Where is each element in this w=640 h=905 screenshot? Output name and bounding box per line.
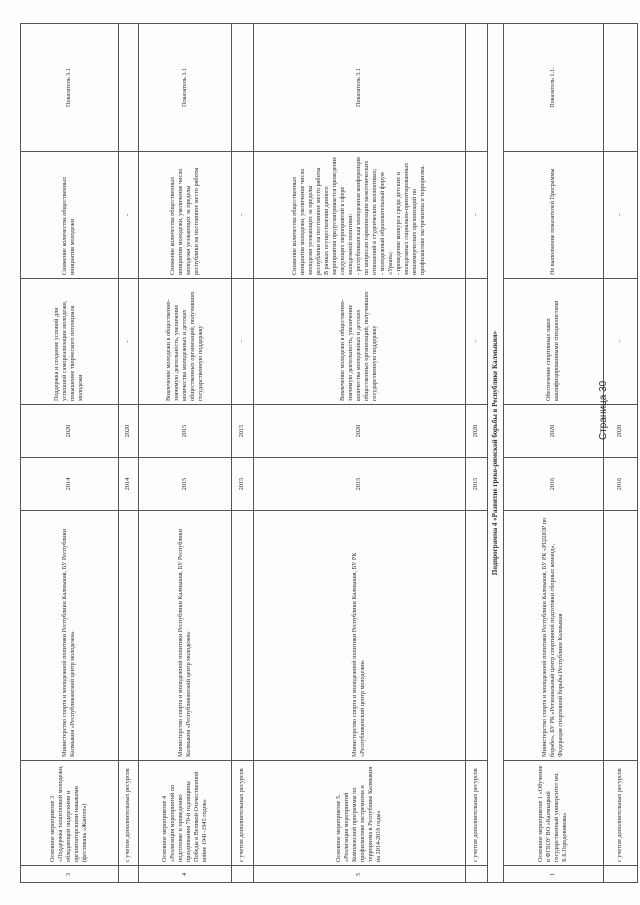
- sub-label-text: с учетом дополнительных ресурсов: [472, 768, 479, 862]
- result-text: Вовлечение молодежи в общественно-значимую деятельность, увеличение количества молодежных и детских общественных организаций, получивших государственную поддержку: [164, 291, 204, 401]
- table-row: [603, 23, 638, 883]
- event-cell: [253, 760, 465, 865]
- event-text: Основное мероприятие 4 «Реализация мероприятий по подготовке и проведению празднования 70-й годовщины Победы в Великой Отечественной войне 1941-1945 годов»: [160, 771, 208, 862]
- result-text: Обеспечение спортивных школ квалифицированными специалистами: [545, 300, 560, 401]
- result-cell: [253, 278, 465, 404]
- indicator-cell: Показатель 1.1.: [503, 23, 603, 151]
- consequence-text: Снижение количества общественных инициатив молодежи: [61, 176, 76, 275]
- row-number: 1: [503, 865, 603, 883]
- table-row: [231, 23, 254, 883]
- executor-cell: [118, 510, 138, 760]
- table-row: [138, 23, 232, 883]
- subprogram-title-text: Подпрограмма 4 «Развитие греко-римской борьбы в Республике Калмыкия»: [491, 330, 499, 576]
- indicator-cell: [465, 23, 487, 151]
- executor-cell: [465, 510, 487, 760]
- table-row: [503, 23, 604, 883]
- sub-label-text: с учетом дополнительных ресурсов: [238, 768, 245, 862]
- executor-cell: [253, 510, 465, 760]
- indicator-cell: [603, 23, 637, 151]
- event-cell: [20, 760, 118, 865]
- event-text: Основное мероприятие 1 «Обучение в ФГБОУ ВО «Калмыцкий государственный университет им. Б.Б.Городовикова»: [537, 765, 568, 862]
- sub-label: [465, 760, 487, 865]
- table-row: [118, 23, 139, 883]
- row-number: 4: [138, 865, 231, 883]
- row-number: 5: [253, 865, 465, 883]
- executor-cell: [231, 510, 253, 760]
- result-cell: -: [118, 278, 138, 404]
- row-number: [231, 865, 253, 883]
- result-text: Поддержка и создание условий для успешной самореализации молодежи, повышение творческого потенциала молодежи: [53, 300, 84, 401]
- result-cell: -: [603, 278, 637, 404]
- consequence-cell: [20, 151, 118, 278]
- result-text: Вовлечение молодежи в общественно-значимую деятельность, увеличение количества молодежных и детских общественных организаций, получивших государственную поддержку: [339, 291, 378, 401]
- consequence-cell: -: [231, 151, 253, 278]
- table-row: [465, 23, 488, 883]
- indicator-cell: Показатель 3.1: [20, 23, 118, 151]
- consequence-cell: [503, 151, 603, 278]
- subprogram-title: [487, 23, 503, 883]
- result-cell: -: [465, 278, 487, 404]
- start-year: 2015: [231, 457, 253, 510]
- start-year: 2014: [118, 457, 138, 510]
- result-cell: [138, 278, 231, 404]
- start-year: 2016: [503, 457, 603, 510]
- table-row: [20, 23, 119, 883]
- executor-text: Министерство спорта и молодежной политики Республики Калмыкия, БУ РК «РЦШОР по борьбе», БУ РК «Региональный центр спортивной подготовки сборных команд», Федерация спортивной борьбы Республики Калмыкия: [541, 517, 564, 757]
- executor-cell: [20, 510, 118, 760]
- end-year: 2020: [503, 404, 603, 457]
- indicator-cell: [118, 23, 138, 151]
- event-text: Основное мероприятие 3 «Поддержка талантливой молодежи, обладающей лидерскими и организаторскими навыками (фестиваль «Жанглэ»): [49, 765, 88, 862]
- end-year: 2020: [465, 404, 487, 457]
- start-year: 2015: [253, 457, 465, 510]
- end-year: 2020: [118, 404, 138, 457]
- consequence-text: Не выполнение показателей Программы: [549, 168, 556, 275]
- subprogram-row: [487, 23, 504, 883]
- executor-text: Министерство спорта и молодежной политики Республики Калмыкия, БУ РК «Республиканский центр молодежи»: [351, 552, 366, 757]
- event-text: Основное мероприятие 5. «Реализация мероприятий Комплексной программы по профилактике экстремизма и терроризма в Республике Калмыкия на 2014-2016 годы»: [335, 766, 382, 862]
- executor-text: Министерство спорта и молодежной политики Республики Калмыкия, БУ Республики Калмыкия «Республиканский центр молодежи»: [176, 529, 192, 757]
- end-year: 2015: [231, 404, 253, 457]
- start-year: 2015: [138, 457, 231, 510]
- consequence-text: Снижение количества общественных инициатив молодежи, увеличение числа молодежи уезжающих за пределы республики на постоянное место работы: [168, 167, 200, 275]
- result-cell: [20, 278, 118, 404]
- consequence-cell: -: [118, 151, 138, 278]
- page-number-text: Страница 30: [598, 380, 609, 440]
- end-year: 2020: [20, 404, 118, 457]
- start-year: 2016: [603, 457, 637, 510]
- indicator-cell: [231, 23, 253, 151]
- start-year: 2015: [465, 457, 487, 510]
- row-number: [603, 865, 637, 883]
- executor-text: Министерство спорта и молодежной политики Республики Калмыкия, БУ Республики Калмыкия «Республиканский центр молодежи»: [61, 529, 76, 757]
- indicator-cell: Показатель 3.1: [253, 23, 465, 151]
- sub-label: [118, 760, 138, 865]
- event-cell: [503, 760, 603, 865]
- sub-label: [603, 760, 637, 865]
- consequence-cell: -: [603, 151, 637, 278]
- sub-label-text: с учетом дополнительных ресурсов: [616, 768, 623, 862]
- end-year: 2020: [253, 404, 465, 457]
- consequence-cell: -: [465, 151, 487, 278]
- consequence-cell: [138, 151, 231, 278]
- executor-cell: [138, 510, 231, 760]
- row-number: [118, 865, 138, 883]
- result-cell: -: [231, 278, 253, 404]
- end-year: 2020: [603, 404, 637, 457]
- row-number: 3: [20, 865, 118, 883]
- sub-label: [231, 760, 253, 865]
- row-number: [465, 865, 487, 883]
- table-row: [253, 23, 466, 883]
- start-year: 2014: [20, 457, 118, 510]
- event-cell: [138, 760, 231, 865]
- end-year: 2015: [138, 404, 231, 457]
- executor-cell: [503, 510, 603, 760]
- page-number: [598, 381, 609, 440]
- sub-label-text: с учетом дополнительных ресурсов: [124, 768, 131, 862]
- consequence-cell: [253, 151, 465, 278]
- result-cell: [503, 278, 603, 404]
- consequence-text: Снижение количества общественных инициатив молодежи, увеличение числа молодежи уезжающих за пределы республики на постоянное место работы В рамках осуществления данного мероприятия предусматривается проведение следующих мероприятий в сфере молодежной политики: - республиканская молодежная конференция по вопросам гармонизации межэтнических отношений в студенческих коллективах; - молодежный образовательный форум «Ураан»; - проведение конкурса среди детских и молодежных социально-ориентированных некоммерческих организаций по профилактике экстремизма и терроризма.: [291, 156, 426, 275]
- executor-cell: [603, 510, 637, 760]
- indicator-cell: Показатель 3.1: [138, 23, 231, 151]
